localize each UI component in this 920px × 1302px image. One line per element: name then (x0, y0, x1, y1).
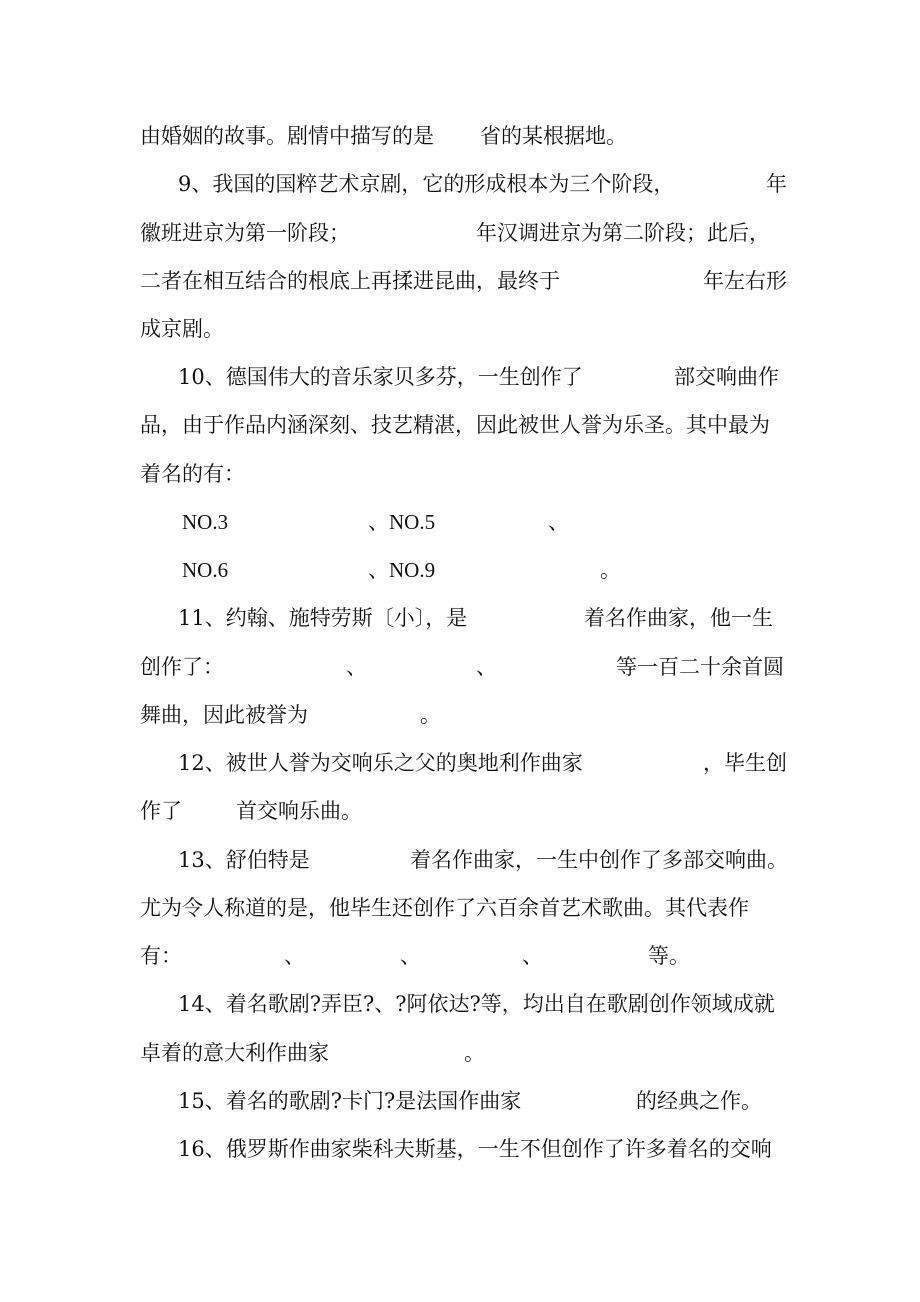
text-segment: 11、约翰、施特劳斯〔小〕，是 (178, 606, 468, 630)
text-segment: ，毕生创 (703, 751, 787, 775)
text-segment: 作了 (140, 799, 182, 823)
text-segment: 尤为令人称道的是，他毕生还创作了六百余首艺术歌曲。其代表作 (140, 896, 749, 920)
text-segment: 10、德国伟大的音乐家贝多芬，一生创作了 (178, 365, 583, 389)
text-segment: 12、被世人誉为交响乐之父的奥地利作曲家 (178, 751, 583, 775)
text-segment: 徽班进京为第一阶段； (140, 221, 350, 245)
text-segment: 9、我国的国粹艺术京剧，它的形成根本为三个阶段， (178, 172, 675, 196)
text-segment: 首交响乐曲。 (236, 799, 362, 823)
text-segment: 着名的有： (140, 462, 245, 486)
text-segment: 部交响曲作 (674, 365, 779, 389)
text-segment: 有： (140, 944, 182, 968)
text-segment: 、 (284, 944, 305, 968)
text-segment: 成京剧。 (140, 317, 224, 341)
text-segment: 、 (476, 655, 497, 679)
text-segment: 。 (420, 703, 441, 727)
text-segment: 着名作曲家，他一生 (584, 606, 773, 630)
text-segment: 、 (400, 944, 421, 968)
text-segment: NO.6 (182, 558, 229, 582)
text-segment: 13、舒伯特是 (178, 848, 310, 872)
text-segment: NO.3 (182, 510, 229, 534)
text-segment: 、NO.5 (368, 510, 436, 534)
text-segment: 品，由于作品内涵深刻、技艺精湛，因此被世人誉为乐圣。其中最为 (140, 413, 770, 437)
text-segment: 、NO.9 (368, 558, 436, 582)
text-segment: 、 (522, 944, 543, 968)
text-segment: 省的某根据地。 (480, 124, 627, 148)
text-segment: 15、着名的歌剧?卡门?是法国作曲家 (178, 1089, 522, 1113)
text-segment: 卓着的意大利作曲家 (140, 1041, 329, 1065)
text-segment: 着名作曲家，一生中创作了多部交响曲。 (410, 848, 788, 872)
text-segment: 年 (766, 172, 787, 196)
text-segment: 创作了： (140, 655, 224, 679)
text-segment: 的经典之作。 (636, 1089, 762, 1113)
text-segment: 14、着名歌剧?弄臣?、?阿依达?等，均出自在歌剧创作领域成就 (178, 992, 775, 1016)
text-segment: 等一百二十余首圆 (616, 655, 784, 679)
text-segment: 、 (548, 510, 569, 534)
text-segment: 。 (600, 558, 621, 582)
text-segment: 。 (464, 1041, 485, 1065)
text-segment: 、 (346, 655, 367, 679)
text-segment: 16、俄罗斯作曲家柴科夫斯基，一生不但创作了许多着名的交响 (178, 1137, 772, 1161)
text-segment: 年左右形 (703, 269, 787, 293)
text-segment: 等。 (648, 944, 690, 968)
text-segment: 年汉调进京为第二阶段；此后， (476, 221, 770, 245)
text-segment: 二者在相互结合的根底上再揉进昆曲，最终于 (140, 269, 560, 293)
text-segment: 由婚姻的故事。剧情中描写的是 (140, 124, 434, 148)
text-segment: 舞曲，因此被誉为 (140, 703, 308, 727)
